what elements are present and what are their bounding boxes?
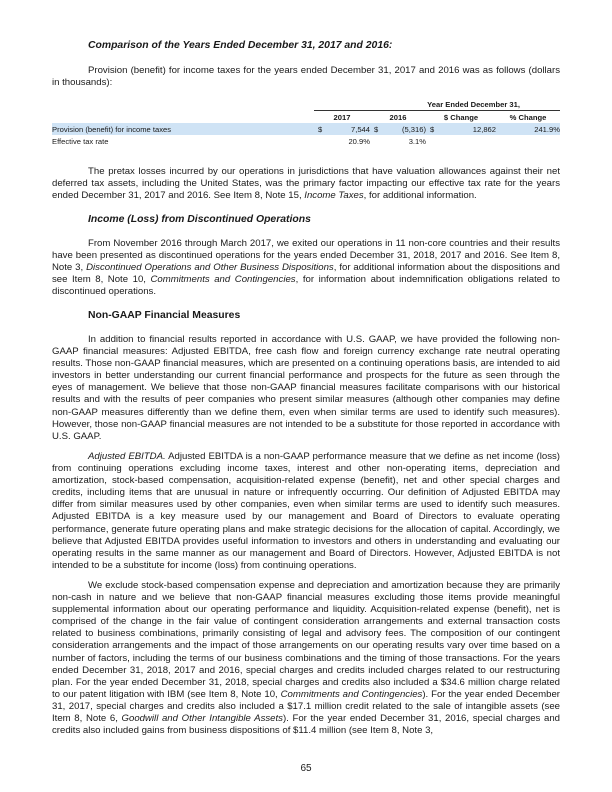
currency-symbol: $ — [426, 123, 440, 135]
value-2016: (5,316) — [384, 123, 426, 135]
value-2017: 20.9% — [348, 136, 370, 146]
nongaap-heading: Non-GAAP Financial Measures — [88, 310, 241, 321]
pretax-paragraph: The pretax losses incurred by our operations in jurisdictions that have valuation allowances against their net deferred tax assets, including the United States, was the primary factor impacting our effective tax rate for the years ended December 31, 2017 and 2016. See Item 8, Note 15, Income Taxes, for additional information. — [52, 166, 560, 202]
row-label: Effective tax rate — [52, 136, 109, 146]
discontinued-heading: Income (Loss) from Discontinued Operations — [88, 214, 311, 225]
value-2017: 7,544 — [328, 123, 370, 135]
col-header-dollar-change: $ Change — [426, 111, 496, 124]
currency-symbol: $ — [314, 123, 328, 135]
value-pct-change — [496, 135, 560, 147]
col-header-pct-change: % Change — [496, 111, 560, 124]
comparison-heading: Comparison of the Years Ended December 31, 2017 and 2016: — [88, 40, 393, 51]
discontinued-paragraph: From November 2016 through March 2017, we exited our operations in 11 non-core countries and their results have been presented as discontinued operations for the years ended December 31, 2018, 2017 and 2016. See Item 8, Note 3, Discontinued Operations and Other Business Dispositions, for additional information about the dispositions and see Item 8, Note 10, Commitments and Contingencies, for information about indemnification obligations related to discontinued operations. — [52, 238, 561, 298]
table-group-header: Year Ended December 31, — [427, 99, 520, 109]
value-pct-change: 241.9% — [496, 123, 560, 135]
value-2016: 3.1% — [408, 136, 426, 146]
col-header-2017: 2017 — [314, 111, 370, 124]
value-dollar-change: 12,862 — [440, 123, 496, 135]
income-tax-table — [52, 98, 560, 147]
exclusion-paragraph: We exclude stock-based compensation expense and depreciation and amortization because they are primarily non-cash in nature and we believe that non-GAAP financial measures excluding those items provide meaningful supplemental information about our operating performance and liquidity. Acquisition-related expense (benefit), net is comprised of the change in the fair value of contingent consideration arrangements and external transaction costs related to business combinations, primarily consisting of legal and advisory fees. The composition of our contingent consideration arrangements and the impact of those arrangements on our operating results vary over time based on a number of factors, including the terms of our business combinations and the timing of those transactions. For the years ended December 31, 2018, 2017 and 2016, special charges and credits included charges related to our restructuring plan. For the year ended December 31, 2018, special charges and credits also included a $34.6 million charge related to our patent litigation with IBM (see Item 8, Note 10, Commitments and Contingencies). For the year ended December 31, 2017, special charges and credits also included a $17.1 million credit related to the sale of intangible assets (see Item 8, Note 6, Goodwill and Other Intangible Assets). For the year ended December 31, 2016, special charges and credits also included gains from business dispositions of $11.4 million (see Item 8, Note 3, — [52, 580, 560, 737]
page-number: 65 — [300, 763, 312, 774]
ebitda-paragraph: Adjusted EBITDA. Adjusted EBITDA is a non-GAAP performance measure that we define as net income (loss) from continuing operations excluding income taxes, interest and other non-operating items, depreciation and amortization, stock-based compensation, acquisition-related expense (benefit), net and other special charges and credits, including items that are unusual in nature or infrequently occurring. Our definition of Adjusted EBITDA may differ from similar measures used by other companies, even when similar terms are used to identify such measures. Adjusted EBITDA is a key measure used by our management and Board of Directors to evaluate operating performance, generate future operating plans and make strategic decisions for the allocation of capital. Accordingly, we believe that Adjusted EBITDA provides useful information to investors and others in understanding and evaluating our operating results in the same manner as our management and Board of Directors. However, Adjusted EBITDA is not intended to be a substitute for income (loss) from continuing operations. — [52, 451, 560, 571]
table-row — [52, 135, 560, 147]
provision-intro: Provision (benefit) for income taxes for the years ended December 31, 2017 and 2016 was as follows (dollars in thousands): — [52, 65, 560, 89]
row-label: Provision (benefit) for income taxes — [52, 123, 314, 135]
value-dollar-change — [440, 135, 496, 147]
nongaap-paragraph: In addition to financial results reported in accordance with U.S. GAAP, we have provided the following non-GAAP financial measures: Adjusted EBITDA, free cash flow and foreign currency exchange rate neutral operating results. Those non-GAAP financial measures, which are presented on a continuing operations basis, are intended to aid investors in better understanding our current financial performance and prospects for the future as seen through the eyes of management. We believe that those non-GAAP financial measures facilitate comparisons with our historical results and with the results of peer companies who present similar measures (although other companies may define non-GAAP measures differently than we define them, even when similar terms are used to identify such measures). However, those non-GAAP financial measures are not intended to be a substitute for those reported in accordance with U.S. GAAP. — [52, 334, 560, 442]
col-header-2016: 2016 — [370, 111, 426, 124]
currency-symbol: $ — [370, 123, 384, 135]
table-row — [52, 123, 560, 135]
